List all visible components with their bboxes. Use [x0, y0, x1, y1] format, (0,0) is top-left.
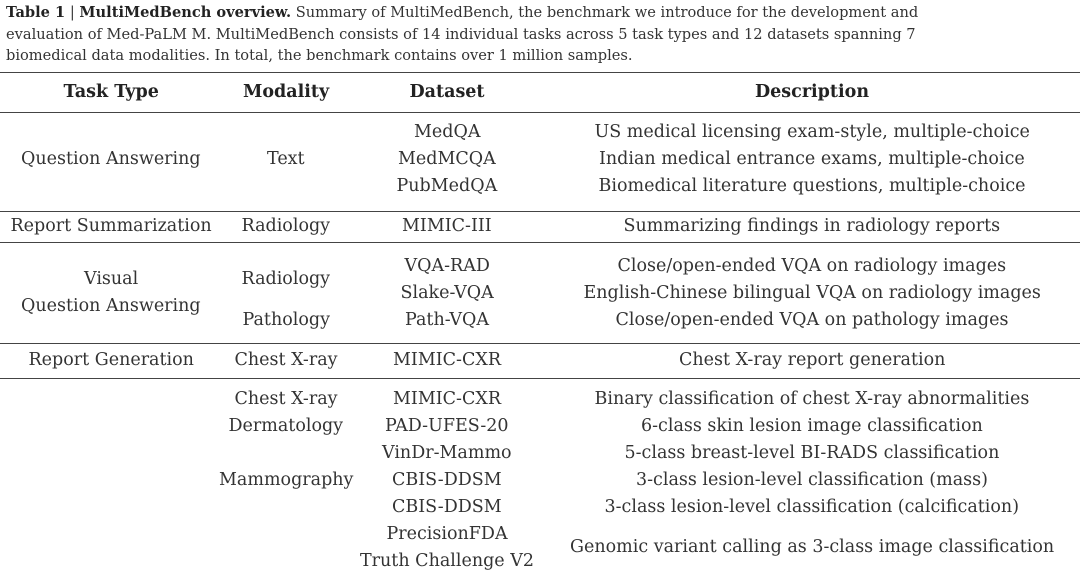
modality-cell: Chest X-ray: [234, 349, 338, 370]
description-cell: Close/open-ended VQA on pathology images: [615, 309, 1009, 330]
description-cell: English-Chinese bilingual VQA on radiology images: [583, 282, 1041, 303]
column-header: Dataset: [409, 81, 485, 102]
dataset-cell: MIMIC-CXR: [393, 388, 501, 409]
task-type-cell: Visual: [84, 269, 139, 289]
modality-cell: Pathology: [242, 309, 330, 330]
caption-line-2: evaluation of Med-PaLM M. MultiMedBench consists of 14 individual tasks across 5 task types and 12 datasets spanning 7: [6, 25, 916, 43]
dataset-cell: CBIS-DDSM: [392, 496, 502, 517]
description-cell: US medical licensing exam-style, multiple-choice: [594, 121, 1030, 142]
task-type-cell: Question Answering: [21, 296, 201, 316]
dataset-cell: CBIS-DDSM: [392, 469, 502, 490]
modality-cell: Dermatology: [228, 415, 344, 436]
header-rule: [0, 112, 1080, 113]
column-header: Task Type: [63, 81, 159, 102]
description-cell: Chest X-ray report generation: [679, 349, 946, 370]
modality-cell: Radiology: [241, 269, 331, 289]
description-cell: Close/open-ended VQA on radiology images: [617, 255, 1007, 276]
group-separator-rule: [0, 378, 1080, 379]
description-cell: Summarizing findings in radiology reports: [623, 215, 1001, 236]
dataset-cell: Truth Challenge V2: [360, 550, 534, 571]
task-type-cell: Question Answering: [21, 148, 201, 169]
table-caption: [6, 2, 1074, 67]
caption-line-3: biomedical data modalities. In total, the benchmark contains over 1 million samples.: [6, 47, 633, 64]
modality-cell: Chest X-ray: [234, 388, 338, 409]
column-header: Modality: [243, 81, 330, 102]
caption-line-1: Summary of MultiMedBench, the benchmark we introduce for the development and: [295, 4, 919, 21]
group-separator-rule: [0, 242, 1080, 243]
dataset-cell: VQA-RAD: [404, 255, 490, 276]
modality-cell: Radiology: [241, 215, 331, 236]
description-cell: Biomedical literature questions, multiple-choice: [598, 175, 1026, 196]
dataset-cell: PAD-UFES-20: [385, 415, 509, 436]
modality-cell: Mammography: [219, 469, 354, 490]
description-cell: 5-class breast-level BI-RADS classification: [624, 442, 1000, 463]
dataset-cell: MedMCQA: [398, 148, 496, 169]
caption-title: MultiMedBench overview.: [79, 4, 292, 21]
dataset-cell: MIMIC-CXR: [393, 349, 501, 370]
dataset-cell: MIMIC-III: [402, 215, 492, 236]
description-cell: 3-class lesion-level classification (mass): [636, 469, 988, 490]
description-cell: Binary classification of chest X-ray abnormalities: [594, 388, 1030, 409]
task-type-cell: Report Summarization: [10, 215, 212, 236]
description-cell: 3-class lesion-level classification (calcification): [604, 496, 1020, 517]
task-type-cell: Report Generation: [28, 349, 194, 370]
dataset-cell: PubMedQA: [396, 175, 498, 196]
description-cell: 6-class skin lesion image classification: [641, 415, 983, 436]
caption-separator: |: [65, 4, 80, 21]
table-top-rule: [0, 72, 1080, 73]
group-separator-rule: [0, 343, 1080, 344]
modality-cell: Text: [267, 148, 305, 169]
caption-label: Table 1: [6, 4, 66, 21]
dataset-cell: Slake-VQA: [400, 282, 494, 303]
dataset-cell: MedQA: [414, 121, 481, 142]
column-header: Description: [755, 81, 870, 102]
dataset-cell: VinDr-Mammo: [382, 442, 512, 463]
dataset-cell: Path-VQA: [405, 309, 489, 330]
description-cell: Genomic variant calling as 3-class image classification: [570, 537, 1055, 557]
description-cell: Indian medical entrance exams, multiple-choice: [599, 148, 1025, 169]
dataset-cell: PrecisionFDA: [386, 523, 508, 544]
